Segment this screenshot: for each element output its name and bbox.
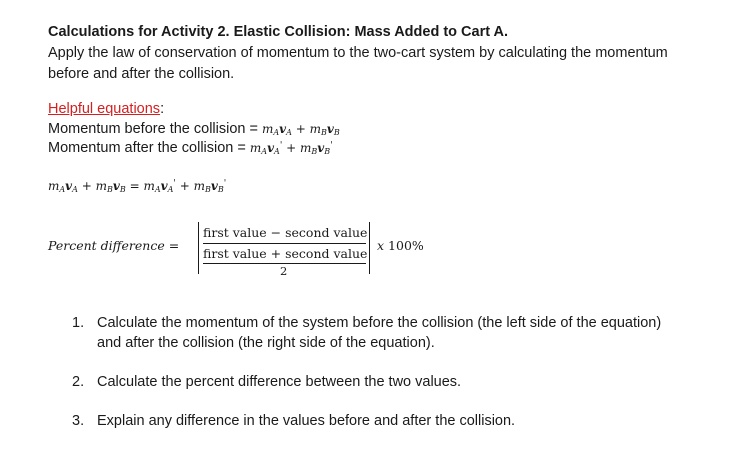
steps-list [72,313,677,431]
times-hundred: x 100% [377,238,424,253]
helpful-equations-label: Helpful equations [48,101,161,117]
momentum-before-equation: Momentum before the collision = $m_Av_A + m_Bv_B$ [48,121,340,137]
momentum-after-formula: $m_Av_A' + m_Bv_B'$ [249,141,333,156]
conservation-equation: $m_Av_A + m_Bv_B = m_Av_A' + m_Bv_B'$ [48,179,227,194]
absolute-value-bar-left [198,222,199,274]
helpful-equations-heading: Helpful equations: [48,101,165,117]
momentum-before-formula: $m_Av_A + m_Bv_B$ [261,122,340,137]
list-item: 2. Calculate the percent difference between the two values. [72,374,462,390]
percent-difference-label: Percent difference = [48,238,180,253]
fraction-numerator: first value − second value [203,225,368,240]
list-item: 3. Explain any difference in the values before and after the collision. [72,413,516,429]
list-item: 1. Calculate the momentum of the system before the collision (the left side of the equation) and after the collision (the right side of the equation). [72,315,662,351]
absolute-value-bar-right [369,222,370,274]
fraction-denominator: first value + second value [203,246,368,261]
momentum-after-equation: Momentum after the collision = $m_Av_A' + m_Bv_B'$ [48,140,333,156]
intro-paragraph: Apply the law of conservation of momentum to the two-cart system by calculating the momentum before and after the collision. [48,45,668,82]
denominator-divisor: 2 [280,264,288,278]
fraction-bar [203,243,366,244]
page-title: Calculations for Activity 2. Elastic Collision: Mass Added to Cart A. [48,24,509,40]
